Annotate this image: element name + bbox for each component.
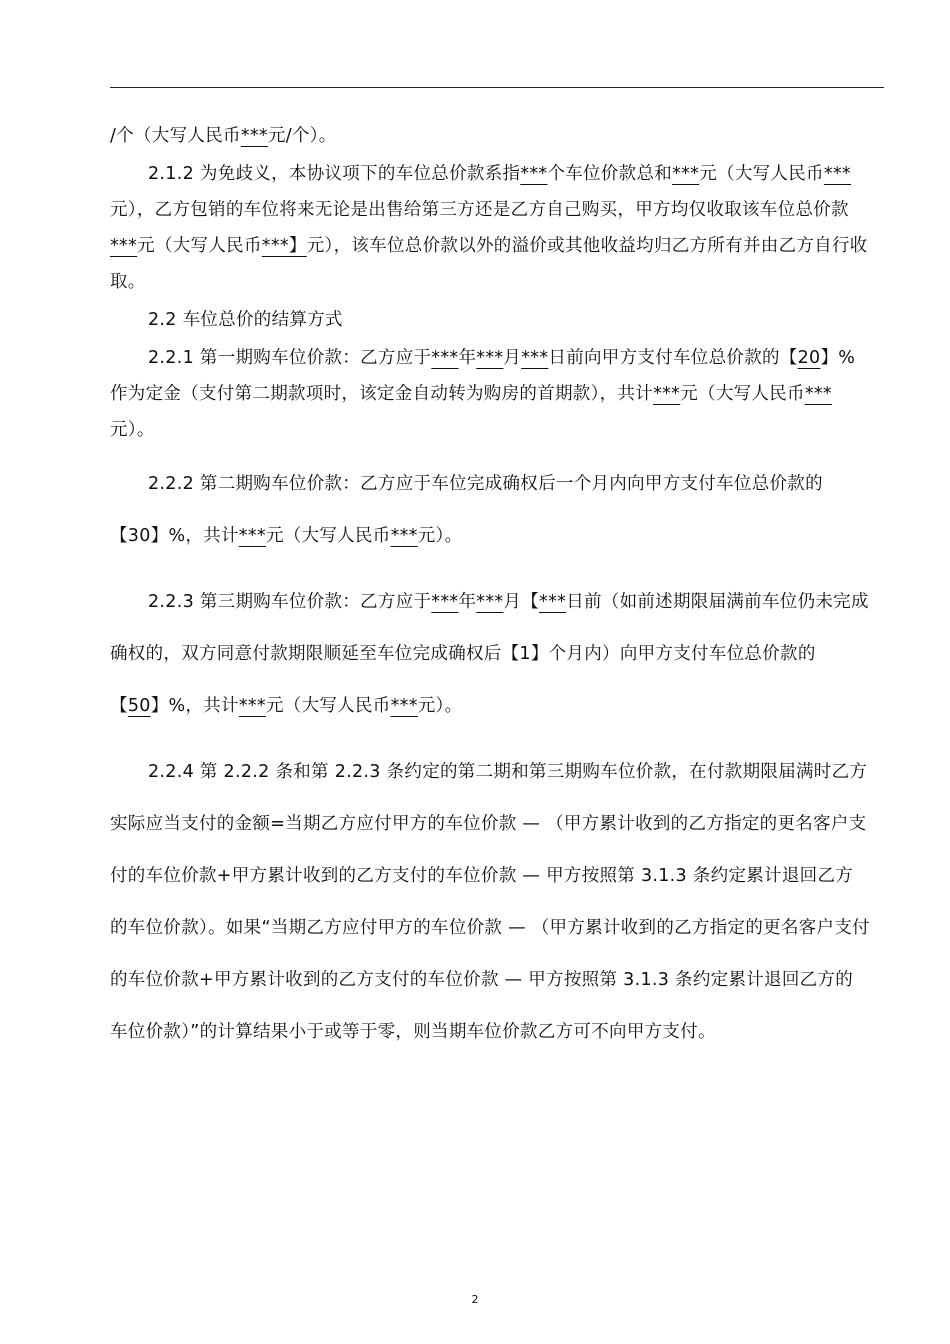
text-segment: 年 [458, 348, 477, 368]
text-segment: 2.1.2 为免歧义，本协议项下的车位总价款系指 [148, 164, 521, 184]
underlined-blank: 20 [797, 348, 821, 368]
underlined-blank: *** [390, 696, 418, 716]
text-segment: 年 [458, 592, 477, 612]
text-segment: 元（大写人民币 [680, 384, 805, 404]
underlined-blank: *** [240, 126, 268, 146]
text-segment: 元）。 [110, 420, 155, 440]
text-segment: 2.2.3 第三期购车位价款：乙方应于 [148, 592, 432, 612]
underlined-blank: *** [476, 348, 504, 368]
text-segment: 月【 [503, 592, 540, 612]
underlined-blank: *** [390, 526, 418, 546]
text-segment: 2.2 车位总价的结算方式 [148, 310, 343, 330]
underlined-blank: *** [539, 592, 567, 612]
underlined-blank: *** [804, 384, 832, 404]
text-segment: 元），该车位总价款以外的溢价或其他收益均归乙方所有并由乙方自行收取。 [110, 236, 868, 292]
text-segment: 月 [503, 348, 522, 368]
text-segment: 元（大写人民币 [265, 526, 391, 546]
underlined-blank: *** [823, 164, 851, 184]
underlined-blank: *** [520, 164, 548, 184]
text-segment: 】%作为定金（支付第二期款项时，该定金自动转为购房的首期款），共计 [110, 348, 856, 404]
underlined-blank: *** [476, 592, 504, 612]
paragraph-2-2-2 [110, 458, 870, 562]
underlined-blank: *** [431, 348, 459, 368]
text-segment: 2.2.4 第 2.2.2 条和第 2.2.3 条约定的第二期和第三期购车位价款，在付款期限届满时乙方实际应当支付的金额=当期乙方应付甲方的车位价款 — （甲方累计收到的乙方指定的更名客户支付的车位价款+甲方累计收到的乙方支付的车位价款 — 甲方按照第 3.1.3 条约定累计退回乙方的车位价款）。如果“当期乙方应付甲方的车位价款 — （甲方累计收到的乙方指定的更名客户支付的车位价款+甲方累计收到的乙方支付的车位价款 — 甲方按照第 3.1.3 条约定累计退回乙方的车位价款）”的计算结果小于或等于零，则当期车位价款乙方可不向甲方支付。 [110, 762, 870, 1042]
text-segment: 日前（如前述期限届满前车位仍未完成确权的，双方同意付款期限顺延至车位完成确权后【1】个月内）向甲方支付车位总价款的【 [110, 592, 869, 716]
underlined-blank: *** [238, 696, 266, 716]
text-segment: 元）。 [417, 696, 463, 716]
underlined-blank: *** [110, 236, 138, 256]
paragraph-continuation [110, 118, 870, 154]
document-body [110, 118, 870, 1058]
paragraph-2-2-1 [110, 340, 870, 448]
underlined-blank: *** [521, 348, 549, 368]
header-rule [110, 87, 884, 88]
underlined-blank: ***】 [261, 236, 307, 256]
text-segment: 元）。 [417, 526, 463, 546]
page-number: 2 [471, 1293, 479, 1306]
text-segment: 元（大写人民币 [699, 164, 824, 184]
text-segment: 元（大写人民币 [137, 236, 262, 256]
text-segment: 个车位价款总和 [547, 164, 673, 184]
paragraph-2-2-4 [110, 746, 870, 1058]
text-segment: 2.2.1 第一期购车位价款：乙方应于 [148, 348, 432, 368]
text-segment: 日前向甲方支付车位总价款的【 [548, 348, 798, 368]
text-segment: 2.2.2 第二期购车位价款：乙方应于车位完成确权后一个月内向甲方支付车位总价款的【30】%，共计 [110, 474, 823, 546]
underlined-blank: *** [653, 384, 681, 404]
text-segment: 元），乙方包销的车位将来无论是出售给第三方还是乙方自己购买，甲方均仅收取该车位总价款 [110, 200, 849, 220]
text-segment: 元/个）。 [267, 126, 337, 146]
paragraph-2-2-3 [110, 576, 870, 732]
paragraph-2-2-heading [110, 302, 870, 338]
paragraph-2-1-2 [110, 156, 870, 300]
underlined-blank: *** [238, 526, 266, 546]
underlined-blank: *** [431, 592, 459, 612]
text-segment: /个（大写人民币 [110, 126, 241, 146]
underlined-blank: 50 [127, 696, 151, 716]
text-segment: 元（大写人民币 [265, 696, 391, 716]
underlined-blank: *** [672, 164, 700, 184]
text-segment: 】%，共计 [150, 696, 239, 716]
